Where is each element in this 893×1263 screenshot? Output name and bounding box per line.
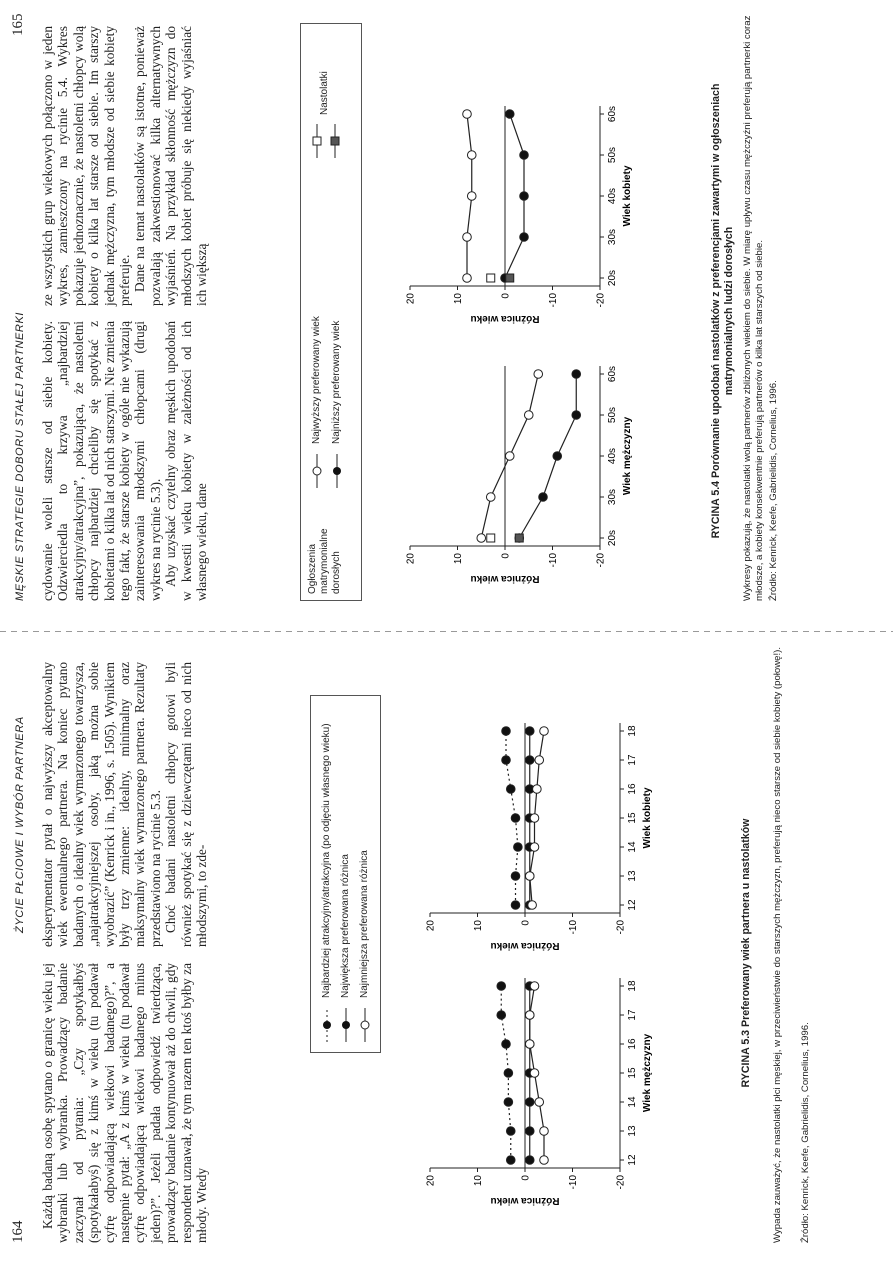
x-tick-label: 40s (607, 447, 618, 465)
data-point (553, 452, 562, 461)
chart-fig54-women (406, 106, 634, 324)
text-column-1 (40, 321, 209, 601)
legend-label: Najbardziej atrakcyjny/atrakcyjna (po odjęciu własnego wieku) (321, 723, 332, 998)
legend-swatch-solid-filled (331, 452, 343, 490)
figure-note: Wykresy pokazują, że nastolatki wolą partnerów zbliżonych wiekiem do siebie. W miarę upływu czasu mężczyźni preferują partnerki coraz młodsze, a kobiety konsekwentnie preferują partnerów o kilka lat starszych od siebie. (742, 15, 765, 601)
data-point (506, 785, 515, 794)
data-point (535, 756, 544, 765)
y-tick-label: -10 (568, 1175, 579, 1190)
legend-fig54 (300, 23, 362, 601)
legend-item (317, 704, 336, 1044)
paragraph: cydowanie woleli starsze od siebie kobiety. Odzwierciedla to krzywa „najbardziej atrakcyjny/atrakcyjna”, pokazująca, że nastoletni chłopcy najbardziej chcieliby się spotykać z kobietami o kilka lat od nich starszymi. Nie zmienia tego fakt, że starsze kobiety w ogóle nie wykazują zainteresowania młodszymi chłopcami (drugi wykres na rycinie 5.3). (40, 321, 163, 601)
x-tick-label: 20s (607, 529, 618, 547)
data-point (520, 151, 529, 160)
legend-item (355, 704, 374, 1044)
y-tick-label: 20 (425, 1175, 437, 1187)
data-point (524, 411, 533, 420)
data-point (572, 370, 581, 379)
data-point (530, 843, 539, 852)
x-tick-label: 18 (627, 980, 638, 992)
legend-label: Najniższy preferowany wiek (331, 320, 342, 444)
data-point (504, 1069, 513, 1078)
legend-label: Największa preferowana różnica (340, 854, 351, 998)
data-point (463, 110, 472, 119)
figure-caption: RYCINA 5.3 Preferowany wiek partnera u nastolatków (740, 818, 752, 1088)
data-point (530, 814, 539, 823)
y-tick-label: 20 (405, 293, 417, 305)
page-number: 164 (10, 1220, 26, 1243)
data-point (511, 901, 520, 910)
x-tick-label: 50s (607, 406, 618, 424)
data-point (502, 1040, 511, 1049)
data-point (520, 233, 529, 242)
y-tick-label: 10 (453, 293, 464, 305)
data-point (467, 151, 476, 160)
legend-label: Najwyższy preferowany wiek (311, 316, 322, 444)
x-tick-label: 16 (627, 1038, 638, 1050)
paragraph: eksperymentator pytał o najwyższy akceptowalny wiek ewentualnego partnera. Na koniec pytano badanych o idealny wiek wymarzonego towarzysza, „najatrakcyjniejszej osoby, jaką można sobie wyobrazić” (Kenrick i in., 1996, s. 1505). Wynikiem były trzy zmienne: idealny, minimalny oraz maksymalny wiek wymarzonego partnera. Rezultaty przedstawiono na rycinie 5.3. (40, 662, 163, 947)
data-point (487, 274, 495, 282)
data-point (502, 727, 511, 736)
x-axis-label: Wiek kobiety (642, 787, 653, 849)
paragraph: Każdą badaną osobę spytano o granicę wieku jej wybranki lub wybranka. Prowadzący badanie zaczynał od pytania: „Czy spotykałbyś (spotykałabyś) się z kimś w wieku (tu podawał cyfrę odpowiadającą wiekowi badanego)?”, a następnie pytał: „A z kimś w wieku (tu podawał cyfrę odpowiadającą wiekowi badanego minus jeden)?”. Jeżeli padała odpowiedź twierdząca, prowadzący badanie kontynuował aż do chwili, gdy respondent uznawał, że tym razem ten ktoś byłby za młody. Wtedy (40, 963, 210, 1243)
running-header: MĘSKIE STRATEGIE DOBORU STAŁEJ PARTNERKI (14, 311, 26, 601)
data-point (530, 982, 539, 991)
data-point (534, 370, 543, 379)
legend-item (336, 704, 355, 1044)
legend-swatch-solid-open (359, 1006, 371, 1044)
figure-note: Wypada zauważyć, że nastolatki płci męskiej, w przeciwieństwie do starszych mężczyzn, preferują nieco starsze od siebie kobiety (połowę!). (772, 646, 783, 1243)
x-axis-label: Wiek mężczyzny (642, 1033, 653, 1113)
y-tick-label: -20 (615, 1175, 627, 1190)
chart-fig53-men (426, 978, 654, 1206)
x-tick-label: 60s (607, 365, 618, 383)
fig53-charts (390, 632, 725, 1263)
data-point (533, 785, 542, 794)
y-tick-label: -20 (615, 920, 627, 935)
data-point (520, 192, 529, 201)
legend-label: Najmniejsza preferowana różnica (359, 850, 370, 998)
x-tick-label: 14 (627, 841, 638, 853)
x-tick-label: 13 (627, 1125, 638, 1137)
legend-fig53 (310, 695, 381, 1053)
data-point (515, 534, 523, 542)
data-point (486, 493, 495, 502)
y-tick-label: 10 (473, 1175, 484, 1187)
data-point (511, 872, 520, 881)
figure-source: Źródło: Kenrick, Keefe, Gabrielidis, Cornelius, 1996. (768, 380, 779, 601)
x-tick-label: 30s (607, 228, 618, 246)
x-tick-label: 18 (627, 725, 638, 737)
page-number: 165 (10, 13, 26, 36)
data-point (511, 814, 520, 823)
chart-fig53-women (426, 723, 654, 951)
data-point (497, 1011, 506, 1020)
page-gutter (0, 631, 893, 632)
data-point (506, 274, 514, 282)
text-column-2 (40, 662, 209, 947)
y-axis-label: Różnica wieku (490, 1195, 560, 1206)
figure-caption: RYCINA 5.4 Porównanie upodobań nastolatków z preferencjami zawartymi w ogłoszeniach matrymonialnych ludzi dorosłych (710, 83, 735, 539)
data-point (467, 192, 476, 201)
y-tick-label: 0 (520, 920, 532, 926)
x-tick-label: 14 (627, 1096, 638, 1108)
data-point (525, 872, 534, 881)
page-165 (0, 0, 893, 631)
y-tick-label: -10 (548, 293, 559, 308)
series-line (519, 374, 576, 538)
data-point (530, 1069, 539, 1078)
x-tick-label: 50s (607, 146, 618, 164)
figure-source: Źródło: Kenrick, Keefe, Gabrielidis, Cornelius, 1996. (800, 1022, 811, 1243)
data-point (497, 982, 506, 991)
data-point (463, 274, 472, 283)
y-axis-label: Różnica wieku (470, 573, 540, 584)
x-tick-label: 15 (627, 812, 638, 824)
data-point (535, 1098, 544, 1107)
data-point (525, 1156, 534, 1165)
x-tick-label: 20s (607, 269, 618, 287)
y-tick-label: 0 (500, 553, 512, 559)
data-point (572, 411, 581, 420)
data-point (506, 1127, 515, 1136)
x-tick-label: 16 (627, 783, 638, 795)
y-tick-label: 20 (405, 553, 417, 565)
y-tick-label: -20 (595, 293, 607, 308)
text-column-2 (40, 26, 209, 306)
y-axis-label: Różnica wieku (470, 313, 540, 324)
x-tick-label: 12 (627, 899, 638, 911)
legend-group-title: Ogłoszenia matrymonialne dorosłych (307, 528, 342, 594)
data-point (540, 1156, 549, 1165)
paragraph: ze wszystkich grup wiekowych połączono w jeden wykres, zamieszczony na rycinie 5.4. Wykres pokazuje jednoznacznie, że nastoletni chłopcy wolą kobiety o kilka lat starsze od siebie. Im starszy jednak mężczyzna, tym młodsze od siebie kobiety preferuje. (40, 26, 133, 306)
data-point (463, 233, 472, 242)
y-tick-label: 0 (500, 293, 512, 299)
x-tick-label: 13 (627, 870, 638, 882)
data-point (525, 1098, 534, 1107)
paragraph: Aby uzyskać czytelny obraz męskich upodobań w kwestii wieku kobiety w zależności od ich własnego wieku, dane (163, 321, 210, 601)
x-axis-label: Wiek kobiety (622, 165, 633, 227)
legend-swatch-dashed-filled (321, 1006, 333, 1044)
x-tick-label: 40s (607, 187, 618, 205)
data-point (505, 452, 514, 461)
data-point (514, 843, 523, 852)
page-164 (0, 632, 893, 1263)
legend-group-title: Nastolatki (319, 71, 330, 115)
x-tick-label: 15 (627, 1067, 638, 1079)
data-point (525, 1127, 534, 1136)
y-tick-label: 10 (453, 553, 464, 565)
y-tick-label: 0 (520, 1175, 532, 1181)
x-tick-label: 30s (607, 488, 618, 506)
data-point (477, 534, 486, 543)
text-column-1 (40, 963, 209, 1243)
y-tick-label: 20 (425, 920, 437, 932)
x-tick-label: 17 (627, 1009, 638, 1021)
data-point (540, 1127, 549, 1136)
y-tick-label: -10 (548, 553, 559, 568)
data-point (502, 756, 511, 765)
legend-swatches-teen (309, 122, 348, 160)
data-point (528, 901, 537, 910)
legend-swatch-solid-filled (340, 1006, 352, 1044)
data-point (487, 534, 495, 542)
paragraph: Choć badani nastoletni chłopcy gotowi byli również spotykać się z dziewczętami nieco od nich młodszymi, to zde- (163, 662, 210, 947)
data-point (540, 727, 549, 736)
legend-item (327, 321, 346, 490)
legend-item (307, 316, 326, 490)
chart-fig54-men (406, 366, 634, 584)
data-point (525, 1011, 534, 1020)
data-point (525, 1040, 534, 1049)
data-point (505, 110, 514, 119)
x-tick-label: 12 (627, 1154, 638, 1166)
running-header: ŻYCIE PŁCIOWE I WYBÓR PARTNERA (14, 716, 26, 933)
paragraph: Dane na temat nastolatków są istotne, ponieważ pozwalają zakwestionować kilka alternatywnych wyjaśnień. Na przykład skłonność mężczyzn do młodszych kobiet próbuje się niekiedy wyjaśniać ich większą (132, 26, 210, 306)
data-point (525, 727, 534, 736)
y-axis-label: Różnica wieku (490, 940, 560, 951)
y-tick-label: -10 (568, 920, 579, 935)
fig54-charts (370, 0, 700, 631)
x-tick-label: 60s (607, 105, 618, 123)
x-tick-label: 17 (627, 754, 638, 766)
data-point (525, 756, 534, 765)
data-point (506, 1156, 515, 1165)
y-tick-label: 10 (473, 920, 484, 932)
legend-swatch-solid-open (311, 452, 323, 490)
y-tick-label: -20 (595, 553, 607, 568)
x-axis-label: Wiek mężczyzny (622, 416, 633, 496)
data-point (504, 1098, 513, 1107)
data-point (539, 493, 548, 502)
